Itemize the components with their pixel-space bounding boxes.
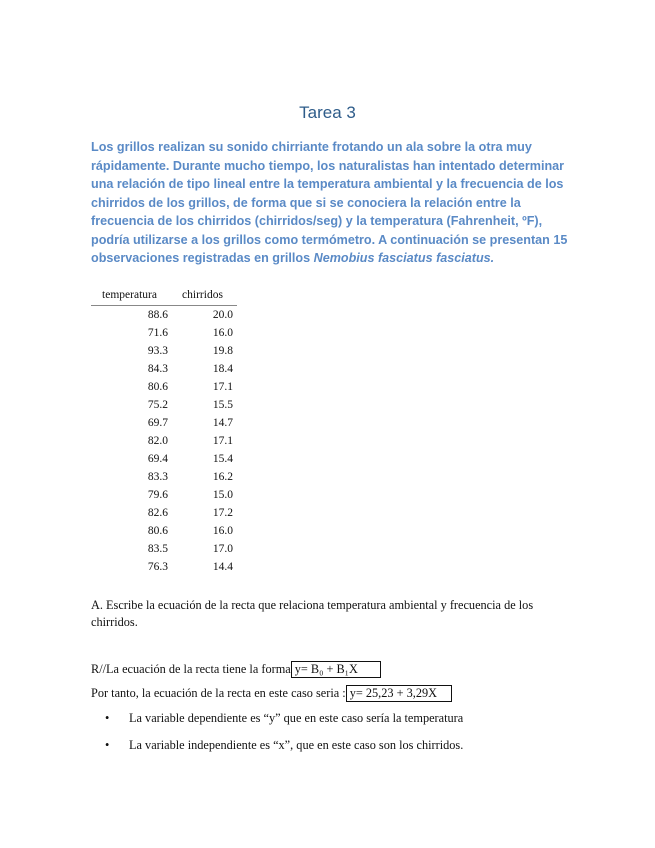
- question-a: A. Escribe la ecuación de la recta que relaciona temperatura ambiental y frecuencia de los chirridos.: [91, 598, 534, 629]
- chirps-cell: 14.7: [212, 417, 233, 429]
- chirps-cell: 17.0: [212, 543, 233, 555]
- chirps-cell: 15.4: [212, 453, 233, 465]
- chirps-cell: 20.0: [212, 309, 233, 321]
- table-row: [91, 342, 237, 360]
- temperature-cell: 79.6: [147, 489, 168, 501]
- temperature-cell: 69.7: [147, 417, 168, 429]
- bullet-icon: •: [105, 711, 110, 725]
- page-title: Tarea 3: [299, 103, 356, 122]
- temperature-cell: 82.6: [147, 507, 168, 519]
- intro-text: Los grillos realizan su sonido chirriante frotando un ala sobre la otra muy rápidamente. Durante mucho tiempo, los naturalistas han intentado determinar una relación de tipo lineal entre la temperatura ambiental y la frecuencia de los chirridos de los grillos, de forma que si se conociera la relación entre la frecuencia de los chirridos (chirridos/seg) y la temperatura (Fahrenheit, ºF), podría utilizarse a los grillos como termómetro. A continuación se presentan 15 observaciones registradas en grillos: [91, 140, 568, 265]
- chirps-cell: 18.4: [212, 363, 233, 375]
- table-row: [91, 486, 237, 504]
- table-row: [91, 324, 237, 342]
- answer-form-text: La ecuación de la recta tiene la forma: [106, 662, 291, 676]
- table-row: [91, 558, 237, 576]
- chirps-cell: 17.2: [212, 507, 233, 519]
- species-name: Nemobius fasciatus fasciatus.: [313, 251, 495, 265]
- temperature-cell: 80.6: [147, 381, 168, 393]
- variables-list: [91, 708, 571, 762]
- table-row: [91, 468, 237, 486]
- bullet-icon: •: [105, 738, 110, 752]
- temperature-cell: 82.0: [147, 435, 168, 447]
- table-header-row: [91, 287, 237, 306]
- chirps-cell: 17.1: [212, 435, 233, 447]
- table-row: [91, 504, 237, 522]
- temperature-cell: 71.6: [147, 327, 168, 339]
- temperature-cell: 93.3: [147, 345, 168, 357]
- chirps-cell: 16.0: [212, 525, 233, 537]
- header-chirridos: chirridos: [168, 287, 237, 306]
- chirps-cell: 14.4: [212, 561, 233, 573]
- answer-prefix: R//: [91, 662, 107, 676]
- list-item: [91, 735, 571, 762]
- independent-variable-text: La variable independiente es “x”, que en este caso son los chirridos.: [129, 738, 464, 752]
- dependent-variable-text: La variable dependiente es “y” que en este caso sería la temperatura: [129, 711, 464, 725]
- table-row: [91, 450, 237, 468]
- table-row: [91, 414, 237, 432]
- answer-line-1: [91, 661, 381, 678]
- general-formula-box: y= B₀ + B₁X: [291, 661, 381, 678]
- intro-paragraph: [91, 138, 571, 268]
- list-item: [91, 708, 571, 735]
- table-row: [91, 396, 237, 414]
- table-row: [91, 360, 237, 378]
- table-row: [91, 432, 237, 450]
- temperature-cell: 76.3: [147, 561, 168, 573]
- temperature-cell: 80.6: [147, 525, 168, 537]
- answer-case-text: Por tanto, la ecuación de la recta en este caso seria :: [91, 686, 346, 700]
- specific-formula-box: y= 25,23 + 3,29X: [346, 685, 452, 702]
- header-temperatura: temperatura: [91, 287, 168, 306]
- table-row: [91, 378, 237, 396]
- table-row: [91, 306, 237, 325]
- chirps-cell: 15.0: [212, 489, 233, 501]
- answer-line-2: [91, 685, 452, 702]
- chirps-cell: 16.2: [212, 471, 233, 483]
- table-row: [91, 540, 237, 558]
- chirps-cell: 15.5: [212, 399, 233, 411]
- temperature-cell: 83.5: [147, 543, 168, 555]
- temperature-cell: 83.3: [147, 471, 168, 483]
- temperature-cell: 75.2: [147, 399, 168, 411]
- temperature-cell: 84.3: [147, 363, 168, 375]
- temperature-cell: 69.4: [147, 453, 168, 465]
- observations-table: [91, 287, 237, 576]
- chirps-cell: 17.1: [212, 381, 233, 393]
- temperature-cell: 88.6: [147, 309, 168, 321]
- chirps-cell: 19.8: [212, 345, 233, 357]
- chirps-cell: 16.0: [212, 327, 233, 339]
- table-row: [91, 522, 237, 540]
